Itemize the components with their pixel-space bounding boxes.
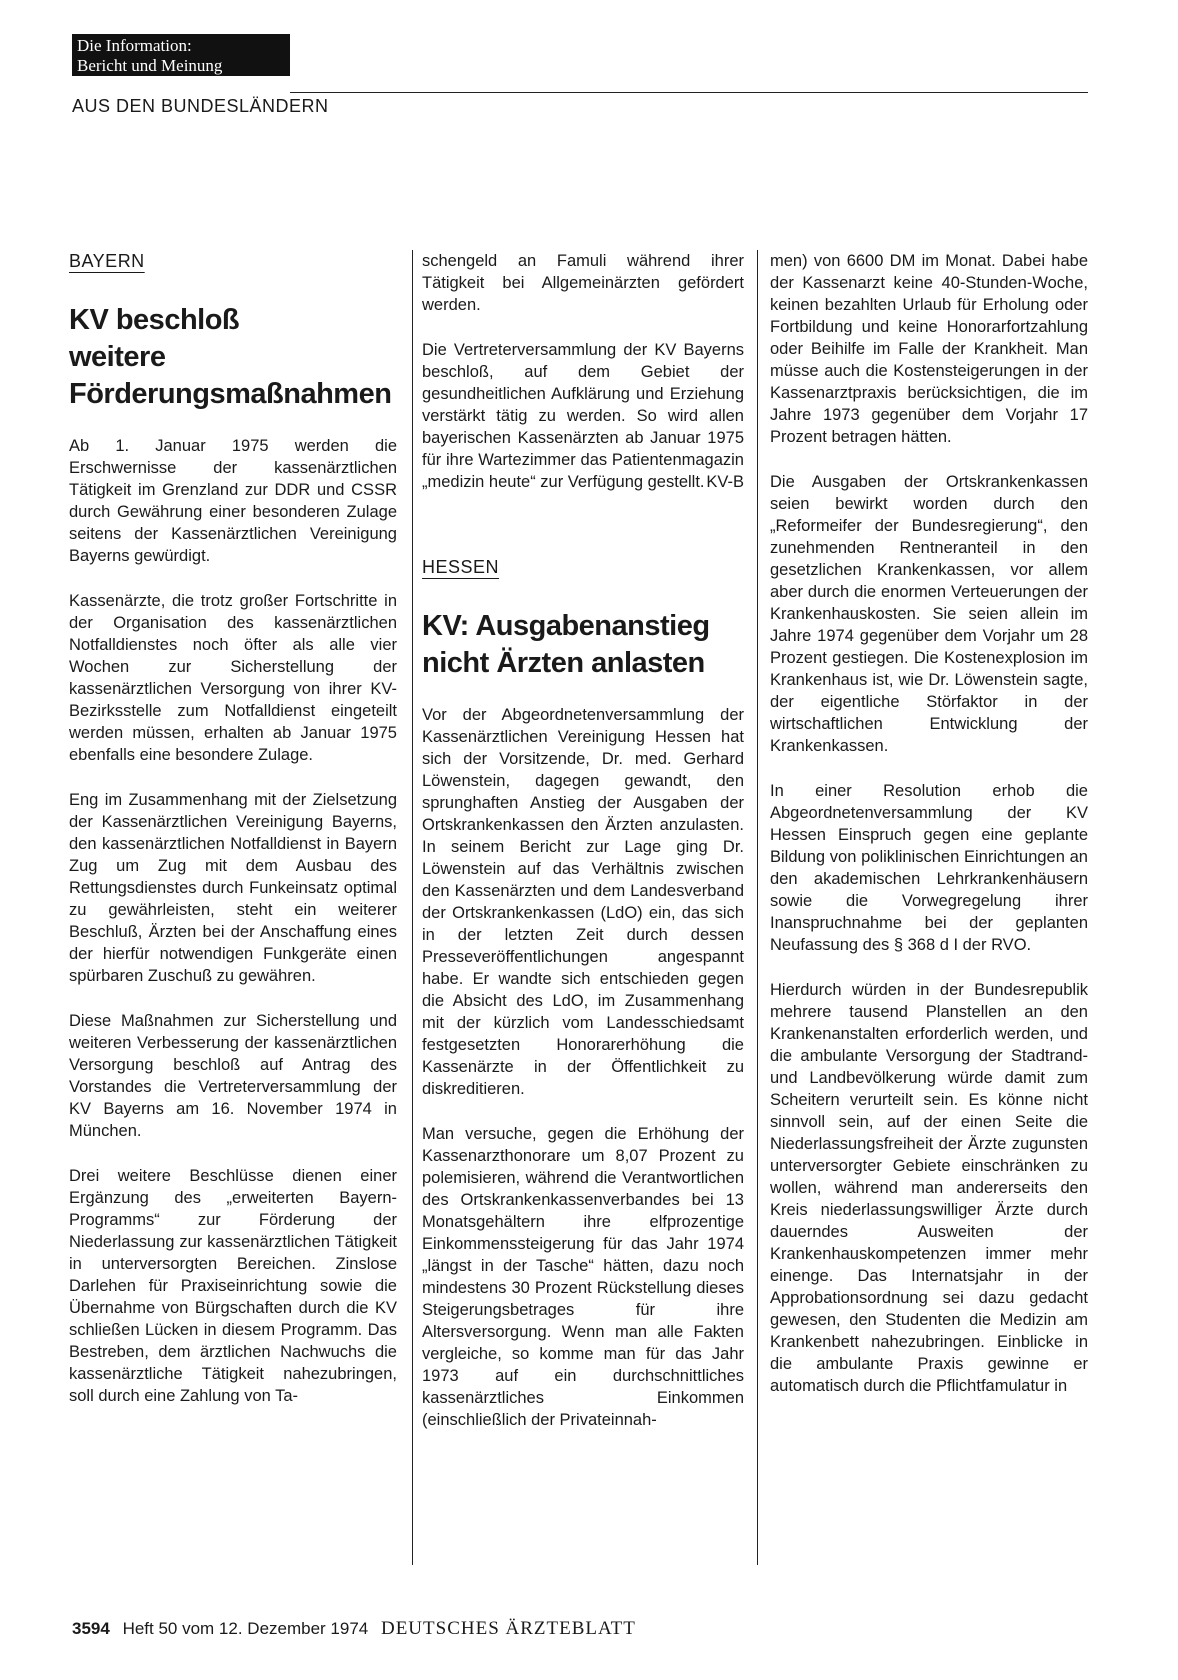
page-number: 3594 [72, 1619, 110, 1638]
paragraph: Hierdurch würden in der Bundesrepublik mehrere tausend Planstellen an den Krankenanstalten erforderlich werden, und die ambulante Versorgung der Stadtrand- und Landbevölkerung würde damit zum Scheitern verurteilt sein. Es könne nicht sinnvoll sein, auf der einen Seite die Niederlassungsfreiheit der Ärzte zugunsten unterversorgter Gebiete einschränken zu wollen, während man andererseits den Kreis niederlassungswilliger Ärzte durch dauerndes Ausweiten der Krankenhauskompetenzen immer mehr einenge. Das Internatsjahr in der Approbationsordnung sei dazu gedacht gewesen, den Studenten die Medizin am Krankenbett nahezubringen. Einblicke in die ambulante Praxis gewinne er automatisch durch die Pflichtfamulatur in [770, 981, 1088, 1395]
paragraph: Diese Maßnahmen zur Sicherstellung und weiteren Verbesserung der kassenärztlichen Versorgung beschloß auf Antrag des Vorstandes die Vertreterversammlung der KV Bayerns am 16. November 1974 in München. [69, 1012, 397, 1140]
column-3 [770, 250, 1088, 1397]
masthead-line-2: Bericht und Meinung [77, 56, 223, 75]
author-signature: KV-B [706, 473, 744, 491]
paragraph: Man versuche, gegen die Erhöhung der Kassenarzthonorare um 8,07 Prozent zu polemisieren, während die Verantwortlichen des Ortskrankenkassenverbandes bei 13 Monatsgehältern ihre elfprozentige Einkommenssteigerung für das Jahr 1974 „längst in der Tasche“ hätten, dazu noch mindestens 30 Prozent Rückstellung dieses Steigerungsbetrages für ihre Altersversorgung. Wenn man alle Fakten vergleiche, so komme man für das Jahr 1973 auf ein durchschnittliches kassenärztliches Einkommen (einschließlich der Privateinnah- [422, 1125, 744, 1429]
paragraph: schengeld an Famuli während ihrer Tätigkeit bei Allgemeinärzten gefördert werden. [422, 252, 744, 314]
column-divider-1 [412, 250, 413, 1565]
column-1 [69, 250, 397, 1407]
headline-line: KV: Ausgabenanstieg [422, 610, 710, 642]
headline-line: Förderungsmaßnahmen [69, 378, 392, 410]
paragraph-text: Die Vertreterversammlung der KV Bayerns beschloß, auf dem Gebiet der gesundheitlichen Aufklärung und Erziehung verstärkt tätig zu werden. So wird allen bayerischen Kassenärzten ab Januar 1975 für ihre Wartezimmer das Patientenmagazin „medizin heute“ zur Verfügung gestellt. [422, 341, 744, 491]
paragraph: Ab 1. Januar 1975 werden die Erschwernisse der kassenärztlichen Tätigkeit im Grenzland zur DDR und CSSR durch Gewährung einer besonderen Zulage seitens der Kassenärztlichen Vereinigung Bayerns gewürdigt. [69, 437, 397, 565]
paragraph: Vor der Abgeordnetenversammlung der Kassenärztlichen Vereinigung Hessen hat sich der Vorsitzende, Dr. med. Gerhard Löwenstein, dagegen gewandt, den sprunghaften Anstieg der Ausgaben der Ortskrankenkassen den Ärzten anzulasten. In seinem Bericht zur Lage ging Dr. Löwenstein auf das Verhältnis zwischen den Kassenärzten und dem Landesverband der Ortskrankenkassen (LdO) ein, das sich in der letzten Zeit durch dessen Presseveröffentlichungen angespannt habe. Er wandte sich entschieden gegen die Absicht des LdO, im Zusammenhang mit der kürzlich vom Landesschiedsamt festgesetzten Honorarerhöhung die Kassenärzte in der Öffentlichkeit zu diskreditieren. [422, 706, 744, 1098]
paragraph: Die Ausgaben der Ortskrankenkassen seien bewirkt worden durch den „Reformeifer der Bundesregierung“, den zunehmenden Rentneranteil in den gesetzlichen Krankenkassen, vor allem aber durch die enormen Verteuerungen der Krankenhauskosten. Sie seien allein im Jahre 1974 gegenüber dem Vorjahr um 28 Prozent gestiegen. Die Kostenexplosion im Krankenhaus ist, wie Dr. Löwenstein sagte, der eigentliche Störfaktor in der wirtschaftlichen Entwicklung der Krankenkassen. [770, 473, 1088, 755]
article-2-kicker: HESSEN [422, 557, 500, 577]
column-divider-2 [757, 250, 758, 1565]
article-1-headline [69, 302, 397, 413]
headline-line: weitere [69, 341, 166, 373]
paragraph: Kassenärzte, die trotz großer Fortschritte in der Organisation des kassenärztlichen Notfalldienstes noch öfter als alle vier Wochen zur Sicherstellung der kassenärztlichen Versorgung von ihrer KV-Bezirksstelle zum Notfalldienst eingeteilt werden müssen, erhalten ab Januar 1975 ebenfalls eine besondere Zulage. [69, 592, 397, 764]
section-label: AUS DEN BUNDESLÄNDERN [72, 96, 329, 116]
top-rule [290, 92, 1088, 93]
paragraph: In einer Resolution erhob die Abgeordnetenversammlung der KV Hessen Einspruch gegen eine geplante Bildung von poliklinischen Einrichtungen an den akademischen Lehrkrankenhäusern sowie die Vorwegregelung ihrer Inanspruchnahme bei der geplanten Neufassung des § 368 d I der RVO. [770, 782, 1088, 954]
article-1-kicker: BAYERN [69, 251, 145, 271]
article-2-headline [422, 608, 744, 682]
masthead [72, 34, 290, 76]
headline-line: nicht Ärzten anlasten [422, 647, 705, 679]
paragraph: men) von 6600 DM im Monat. Dabei habe der Kassenarzt keine 40-Stunden-Woche, keinen bezahlten Urlaub für Erholung oder Fortbildung und keine Honorarfortzahlung oder Beihilfe im Falle der Krankheit. Man müsse auch die Kostensteigerungen in der Kassenarztpraxis berücksichtigen, die im Jahre 1973 gegenüber dem Vorjahr 17 Prozent betragen hätten. [770, 252, 1088, 446]
paragraph: Drei weitere Beschlüsse dienen einer Ergänzung des „erweiterten Bayern-Programms“ zur Förderung der Niederlassung zur kassenärztlichen Tätigkeit in unterversorgten Bereichen. Zinslose Darlehen für Praxiseinrichtung sowie die Übernahme von Bürgschaften durch die KV schließen Lücken in diesem Programm. Das Bestreben, dem ärztlichen Nachwuchs die kassenärztliche Tätigkeit nahezubringen, soll durch eine Zahlung von Ta- [69, 1167, 397, 1405]
column-2 [422, 250, 744, 1431]
journal-name: DEUTSCHES ÄRZTEBLATT [380, 1618, 636, 1639]
page-footer [72, 1618, 636, 1640]
headline-line: KV beschloß [69, 304, 240, 336]
paragraph [422, 339, 744, 493]
masthead-line-1: Die Information: [77, 36, 192, 55]
paragraph: Eng im Zusammenhang mit der Zielsetzung der Kassenärztlichen Vereinigung Bayerns, den kassenärztlichen Notfalldienst in Bayern Zug um Zug mit dem Ausbau des Rettungsdienstes durch Funkeinsatz optimal zu gewährleisten, steht ein weiterer Beschluß, Ärzten bei der Anschaffung eines der hierfür notwendigen Funkgeräte einen spürbaren Zuschuß zu gewähren. [69, 791, 397, 985]
issue-info: Heft 50 vom 12. Dezember 1974 [122, 1619, 369, 1638]
